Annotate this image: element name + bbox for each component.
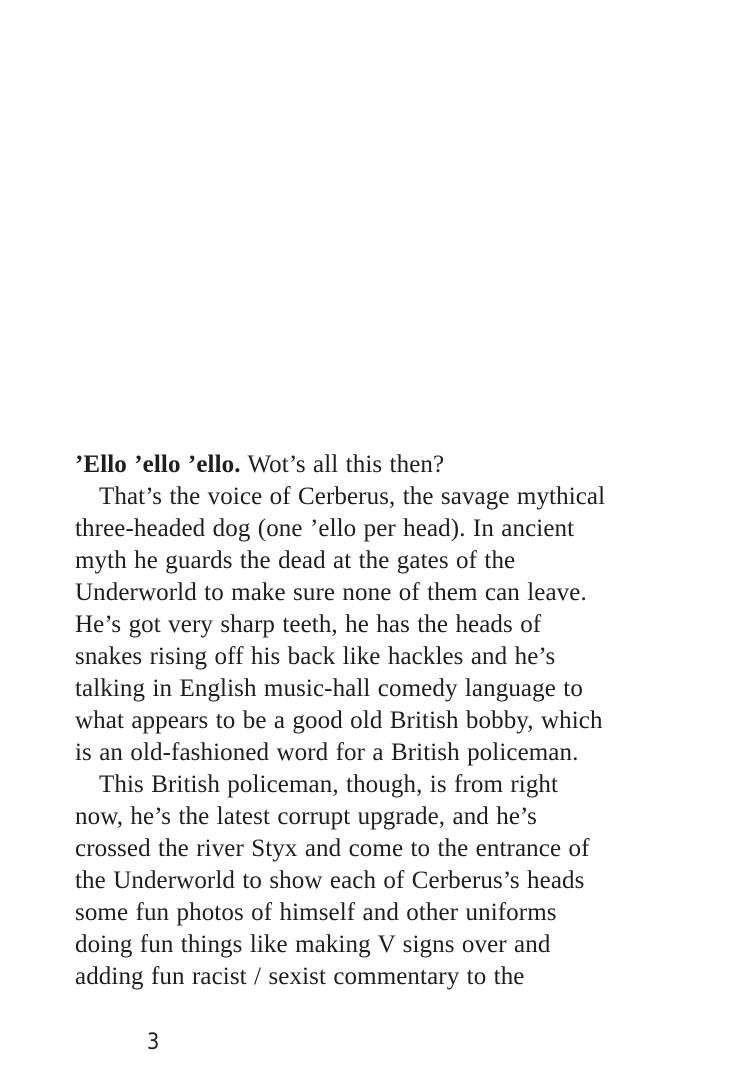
text-line xyxy=(75,801,635,833)
text-line xyxy=(75,673,635,705)
line-text: three-headed dog (one ’ello per head). In ancient xyxy=(75,515,575,542)
line-text: talking in English music-hall comedy language to xyxy=(75,675,583,702)
text-line xyxy=(75,609,635,641)
text-line xyxy=(75,705,635,737)
text-line xyxy=(75,961,635,993)
line-text: He’s got very sharp teeth, he has the heads of xyxy=(75,611,542,638)
text-line xyxy=(75,929,635,961)
text-line xyxy=(75,545,635,577)
line-text: This British policeman, though, is from right xyxy=(99,771,559,798)
text-line xyxy=(75,865,635,897)
text-line xyxy=(75,737,635,769)
text-line xyxy=(75,641,635,673)
line-text: myth he guards the dead at the gates of the xyxy=(75,547,516,574)
line-text: Wot’s all this then? xyxy=(240,451,445,478)
line-text: Underworld to make sure none of them can leave. xyxy=(75,579,587,606)
line-text: the Underworld to show each of Cerberus’s heads xyxy=(75,867,585,894)
body-text xyxy=(75,449,635,993)
text-line xyxy=(75,833,635,865)
bold-lead-text: ’Ello ’ello ’ello. xyxy=(75,451,241,478)
page-number: 3 xyxy=(147,1030,160,1055)
text-line xyxy=(75,449,635,481)
line-text: is an old-fashioned word for a British policeman. xyxy=(75,739,579,766)
line-text: crossed the river Styx and come to the entrance of xyxy=(75,835,590,862)
text-line xyxy=(75,481,635,513)
line-text: what appears to be a good old British bobby, which xyxy=(75,707,603,734)
text-line xyxy=(75,897,635,929)
line-text: adding fun racist / sexist commentary to the xyxy=(75,963,525,990)
line-text: doing fun things like making V signs over and xyxy=(75,931,551,958)
line-text: some fun photos of himself and other uniforms xyxy=(75,899,557,926)
line-text: That’s the voice of Cerberus, the savage mythical xyxy=(99,483,606,510)
line-text: now, he’s the latest corrupt upgrade, and he’s xyxy=(75,803,537,830)
text-line xyxy=(75,769,635,801)
text-line xyxy=(75,577,635,609)
text-line xyxy=(75,513,635,545)
line-text: snakes rising off his back like hackles and he’s xyxy=(75,643,556,670)
